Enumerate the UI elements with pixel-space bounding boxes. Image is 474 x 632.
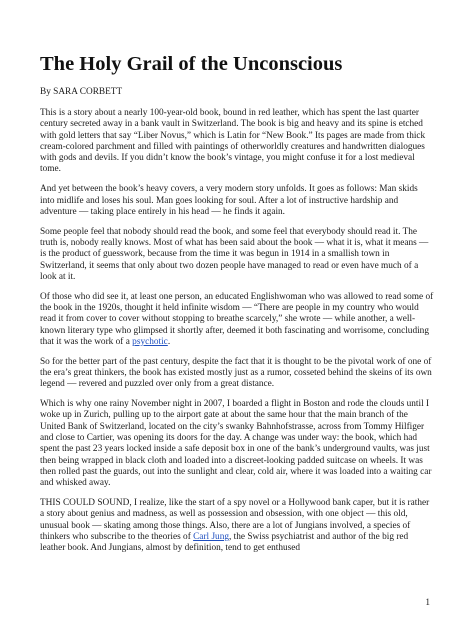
paragraph-6 [40, 399, 434, 489]
paragraph-text: THIS COULD SOUND, I realize, like the start of a spy novel or a Hollywood bank caper, but it is rather a story about genius and madness, as well as possession and obsession, with one object — this old, unusual book — skating among those things. Also, there are a lot of Jungians involved, a species of thinkers who subscribe to the theories of [40, 497, 430, 542]
paragraph-text: . [167, 336, 171, 347]
carl-jung-link[interactable]: Carl Jung [193, 531, 230, 542]
paragraph-text: , the Swiss psychiatrist and author of the big red leather book. And Jungians, almost by definition, tend to get enthused [40, 531, 409, 554]
paragraph-5 [40, 357, 434, 391]
paragraph-2 [40, 184, 434, 218]
byline: By SARA CORBETT [40, 87, 123, 97]
paragraph-text: Of those who did see it, at least one person, an educated Englishwoman who was allowed to read some of the book in the 1920s, thought it held infinite wisdom — “There are people in my country who would read it from cover to cover without stopping to breathe scarcely,” she wrote — while another, a well-known literary type who glimpsed it shortly after, deemed it both fascinating and worrisome, concluding that it was the work of a [40, 291, 434, 347]
document-title: The Holy Grail of the Unconscious [40, 53, 343, 75]
page-number: 1 [425, 598, 430, 608]
paragraph-text: So for the better part of the past century, despite the fact that it is thought to be the pivotal work of one of the era’s great thinkers, the book has existed mostly just as a rumor, cosseted behind the skeins of its own legend — revered and puzzled over only from a great distance. [40, 356, 432, 390]
paragraph-text: This is a story about a nearly 100-year-old book, bound in red leather, which has spent the last quarter century secreted away in a bank vault in Switzerland. The book is big and heavy and its spine is etched with gold letters that say “Liber Novus,” which is Latin for “New Book.” Its pages are made from thick cream-colored parchment and filled with paintings of otherworldly creatures and handwritten dialogues with gods and devils. If you didn’t know the book’s vintage, you might confuse it for a lost medieval tome. [40, 108, 426, 175]
paragraph-4 [40, 292, 434, 348]
paragraph-1 [40, 108, 434, 176]
psychotic-link[interactable]: psychotic [132, 336, 168, 347]
paragraph-text: Which is why one rainy November night in 2007, I boarded a flight in Boston and rode the clouds until I woke up in Zurich, pulling up to the airport gate at about the same hour that the main branch of the United Bank of Switzerland, located on the city’s swanky Bahnhofstrasse, across from Tommy Hilfiger and close to Cartier, was opening its doors for the day. A change was under way: the book, which had spent the past 23 years locked inside a safe deposit box in one of the bank’s underground vaults, was just then being wrapped in black cloth and loaded into a discreet-looking padded suitcase on wheels. It was then rolled past the guards, out into the sunlight and clear, cold air, where it was loaded into a waiting car and whisked away. [40, 399, 432, 489]
paragraph-3 [40, 227, 434, 283]
paragraph-text: And yet between the book’s heavy covers, a very modern story unfolds. It goes as follows: Man skids into midlife and loses his soul. Man goes looking for soul. After a lot of instructive hardship and adventure — taking place entirely in his head — he finds it again. [40, 184, 418, 217]
paragraph-text: Some people feel that nobody should read the book, and some feel that everybody should read it. The truth is, nobody really knows. Most of what has been said about the book — what it is, what it means — is the product of guesswork, because from the time it was begun in 1914 in a smallish town in Switzerland, it seems that only about two dozen people have managed to read or even have much of a look at it. [40, 226, 429, 282]
paragraph-7 [40, 498, 434, 554]
